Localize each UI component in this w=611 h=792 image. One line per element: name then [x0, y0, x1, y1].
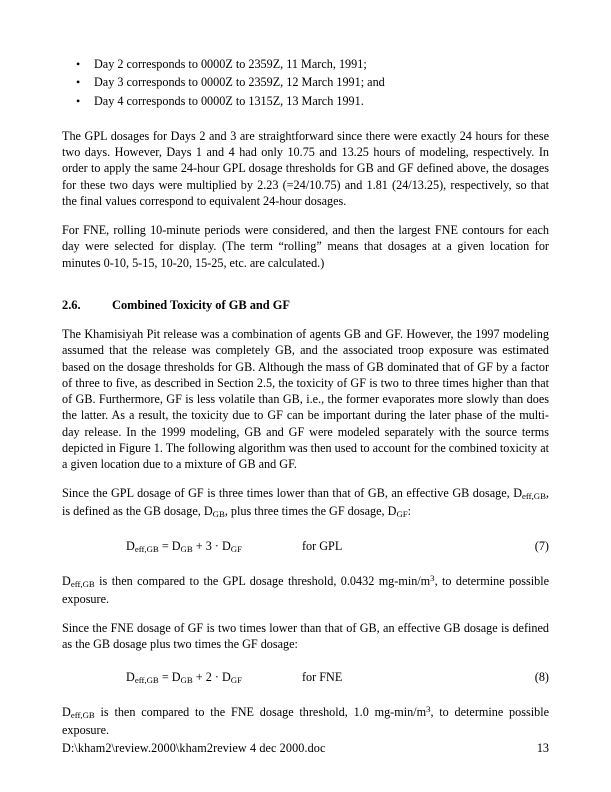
footer-file-path: D:\kham2\review.2000\kham2review 4 dec 2000.doc: [62, 741, 326, 755]
gpl-threshold-exponent: 3: [430, 572, 435, 583]
sub-eff-gb: eff,GB: [522, 491, 546, 502]
equation-7-condition: for GPL: [302, 538, 343, 553]
section-number: 2.6.: [62, 297, 81, 312]
page-number: 13: [536, 741, 549, 755]
page-footer: [62, 741, 549, 756]
sub-gf: GF: [396, 509, 408, 520]
equation-8-condition: for FNE: [302, 670, 343, 685]
section-title: Combined Toxicity of GB and GF: [112, 297, 290, 312]
gpl-threshold-value: 0.0432 mg-min/m: [340, 573, 431, 588]
equation-7-body: $D_{eff,GB} = D_{GB} + 3 \cdot D_{GF}$: [126, 538, 242, 555]
page-content: [62, 56, 549, 739]
equation-8-number: (8): [534, 670, 549, 685]
list-item: • Day 2 corresponds to 0000Z to 2359Z, 11 March, 1991;: [62, 56, 549, 73]
paragraph-gpl-threshold: $D_{eff,GB}$ is then compared to the GPL dosage threshold, 0.0432 $mg-\min/m^3$, to determine possible exposure.: [62, 572, 549, 606]
equation-7-number: (7): [534, 538, 549, 553]
day-list: [62, 56, 549, 110]
list-item: • Day 4 corresponds to 0000Z to 1315Z, 13 March 1991.: [62, 93, 549, 110]
equation-8: [62, 669, 549, 691]
equation-8-body: $D_{eff,GB} = D_{GB} + 2 \cdot D_{GF}$: [126, 670, 242, 686]
section-heading: [62, 297, 549, 314]
paragraph-khamisiyah: The Khamisiyah Pit release was a combination of agents GB and GF. However, the 1997 modeling assumed that the release was completely GB, and the associated troop exposure was estimated based on the dosage thresholds for GB. Although the mass of GB dominated that of GF by a factor of three to five, as described in Section 2.5, the toxicity of GF is two to three times higher than that of GB. Furthermore, GF is less volatile than GB, i.e., the former evaporates more slowly than does the latter. As a result, the toxicity due to GF can be important during the later phase of the multi-day release. In the 1999 modeling, GB and GF were modeled separately with the source terms depicted in Figure 1. The following algorithm was then used to account for the combined toxicity at a given location due to a mixture of GB and GF.: [62, 327, 549, 471]
gpl-intro-text: Since the GPL dosage of GF is three times lower than that of GB, an effective GB: [62, 486, 470, 501]
equation-7: [62, 538, 549, 560]
paragraph-fne-rolling: For FNE, rolling 10-minute periods were considered, and then the largest FNE contours for each day were selected for display. (The term “rolling” means that dosages at a given location for minutes 0-10, 5-15, 10-20, 15-25, etc. are calculated.): [62, 223, 549, 270]
paragraph-fne-threshold: $D_{eff,GB}$ is then compared to the FNE dosage threshold, 1.0 $mg-\min/m^3$, to determine possible exposure.: [62, 704, 549, 738]
paragraph-gpl-intro: Since the GPL dosage of GF is three times lower than that of GB, an effective GB dosage, $D_{eff,GB}$, is defined as the GB dosage, $D_{GB}$, plus three times the GF dosage, $D_{GF}$:: [62, 486, 549, 520]
paragraph-gpl-dosages: The GPL dosages for Days 2 and 3 are straightforward since there were exactly 24 hours for these two days. However, Days 1 and 4 had only 10.75 and 13.25 hours of modeling, respectively. In order to apply the same 24-hour GPL dosage thresholds for GB and GF defined above, the dosages for these two days were multiplied by 2.23 (=24/10.75) and 1.81 (24/13.25), respectively, so that the final values correspond to equivalent 24-hour dosages.: [62, 128, 549, 208]
list-item: • Day 3 corresponds to 0000Z to 2359Z, 12 March 1991; and: [62, 74, 549, 91]
paragraph-fne-intro: Since the FNE dosage of GF is two times lower than that of GB, an effective GB dosage is defined as the GB dosage plus two times the GF dosage:: [62, 621, 549, 652]
sub-gb: GB: [212, 509, 225, 520]
fne-threshold-value: 1.0 mg-min/m: [353, 705, 427, 720]
fne-threshold-exponent: 3: [426, 704, 431, 715]
